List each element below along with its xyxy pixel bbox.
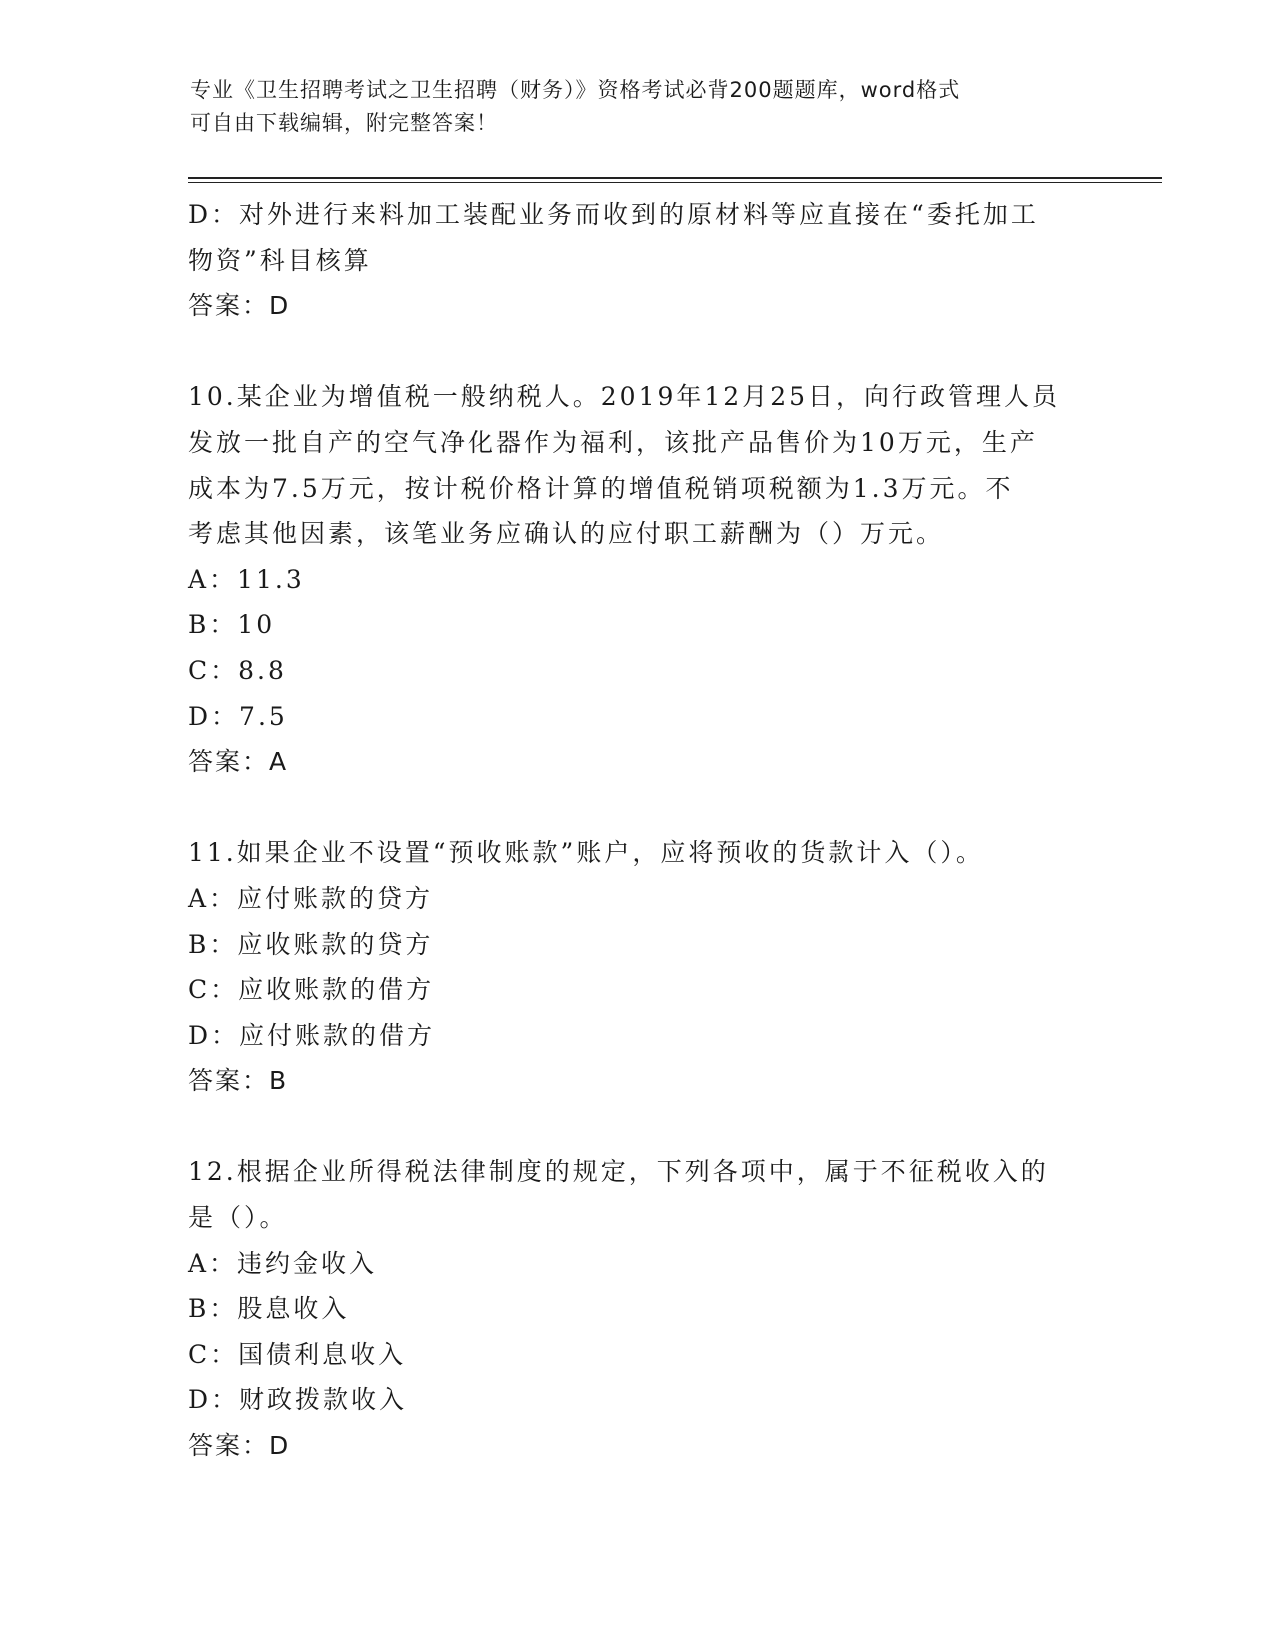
- question-10: [188, 374, 1088, 784]
- answer-line: 答案：D: [188, 1431, 291, 1461]
- header-divider-thick: [188, 177, 1162, 179]
- spacer: [188, 1104, 1088, 1150]
- option-b: B：10: [188, 610, 276, 640]
- option-b: B：股息收入: [188, 1294, 350, 1324]
- question-11: [188, 830, 1088, 1104]
- option-d-continued: 物资”科目核算: [188, 245, 372, 275]
- spacer: [188, 785, 1088, 831]
- option-b: B：应收账款的贷方: [188, 929, 434, 959]
- question-stem: 是（）。: [188, 1203, 288, 1233]
- question-12: [188, 1149, 1088, 1468]
- option-c: C：国债利息收入: [188, 1339, 407, 1369]
- option-a: A：11.3: [188, 564, 305, 594]
- option-c: C：8.8: [188, 655, 287, 685]
- option-a: A：违约金收入: [188, 1248, 378, 1278]
- question-stem: 发放一批自产的空气净化器作为福利，该批产品售价为10万元，生产: [188, 427, 1038, 457]
- option-d: D：财政拨款收入: [188, 1385, 408, 1415]
- answer-line: 答案：D: [188, 291, 291, 321]
- answer-line: 答案：A: [188, 747, 289, 777]
- question-stem: 11.如果企业不设置“预收账款”账户，应将预收的货款计入（）。: [188, 838, 984, 868]
- option-d: D：应付账款的借方: [188, 1020, 436, 1050]
- question-stem: 成本为7.5万元，按计税价格计算的增值税销项税额为1.3万元。不: [188, 473, 1014, 503]
- option-c: C：应收账款的借方: [188, 975, 435, 1005]
- spacer: [188, 329, 1088, 375]
- question-9-tail: [188, 192, 1088, 329]
- option-a: A：应付账款的贷方: [188, 883, 434, 913]
- answer-line: 答案：B: [188, 1066, 289, 1096]
- question-stem: 10.某企业为增值税一般纳税人。2019年12月25日，向行政管理人员: [188, 382, 1061, 412]
- header-title-line-2: 可自由下载编辑，附完整答案！: [190, 111, 498, 135]
- document-body: [188, 192, 1088, 1469]
- header-divider-thin: [188, 182, 1162, 183]
- option-d: D：对外进行来料加工装配业务而收到的原材料等应直接在“委托加工: [188, 200, 1039, 229]
- question-stem: 12.根据企业所得税法律制度的规定，下列各项中，属于不征税收入的: [188, 1157, 1049, 1187]
- question-stem: 考虑其他因素，该笔业务应确认的应付职工薪酬为（）万元。: [188, 519, 945, 549]
- option-d: D：7.5: [188, 701, 288, 731]
- header-title-line-1: 专业《卫生招聘考试之卫生招聘（财务）》资格考试必背200题题库，word格式: [190, 78, 961, 102]
- document-header: [190, 74, 1090, 140]
